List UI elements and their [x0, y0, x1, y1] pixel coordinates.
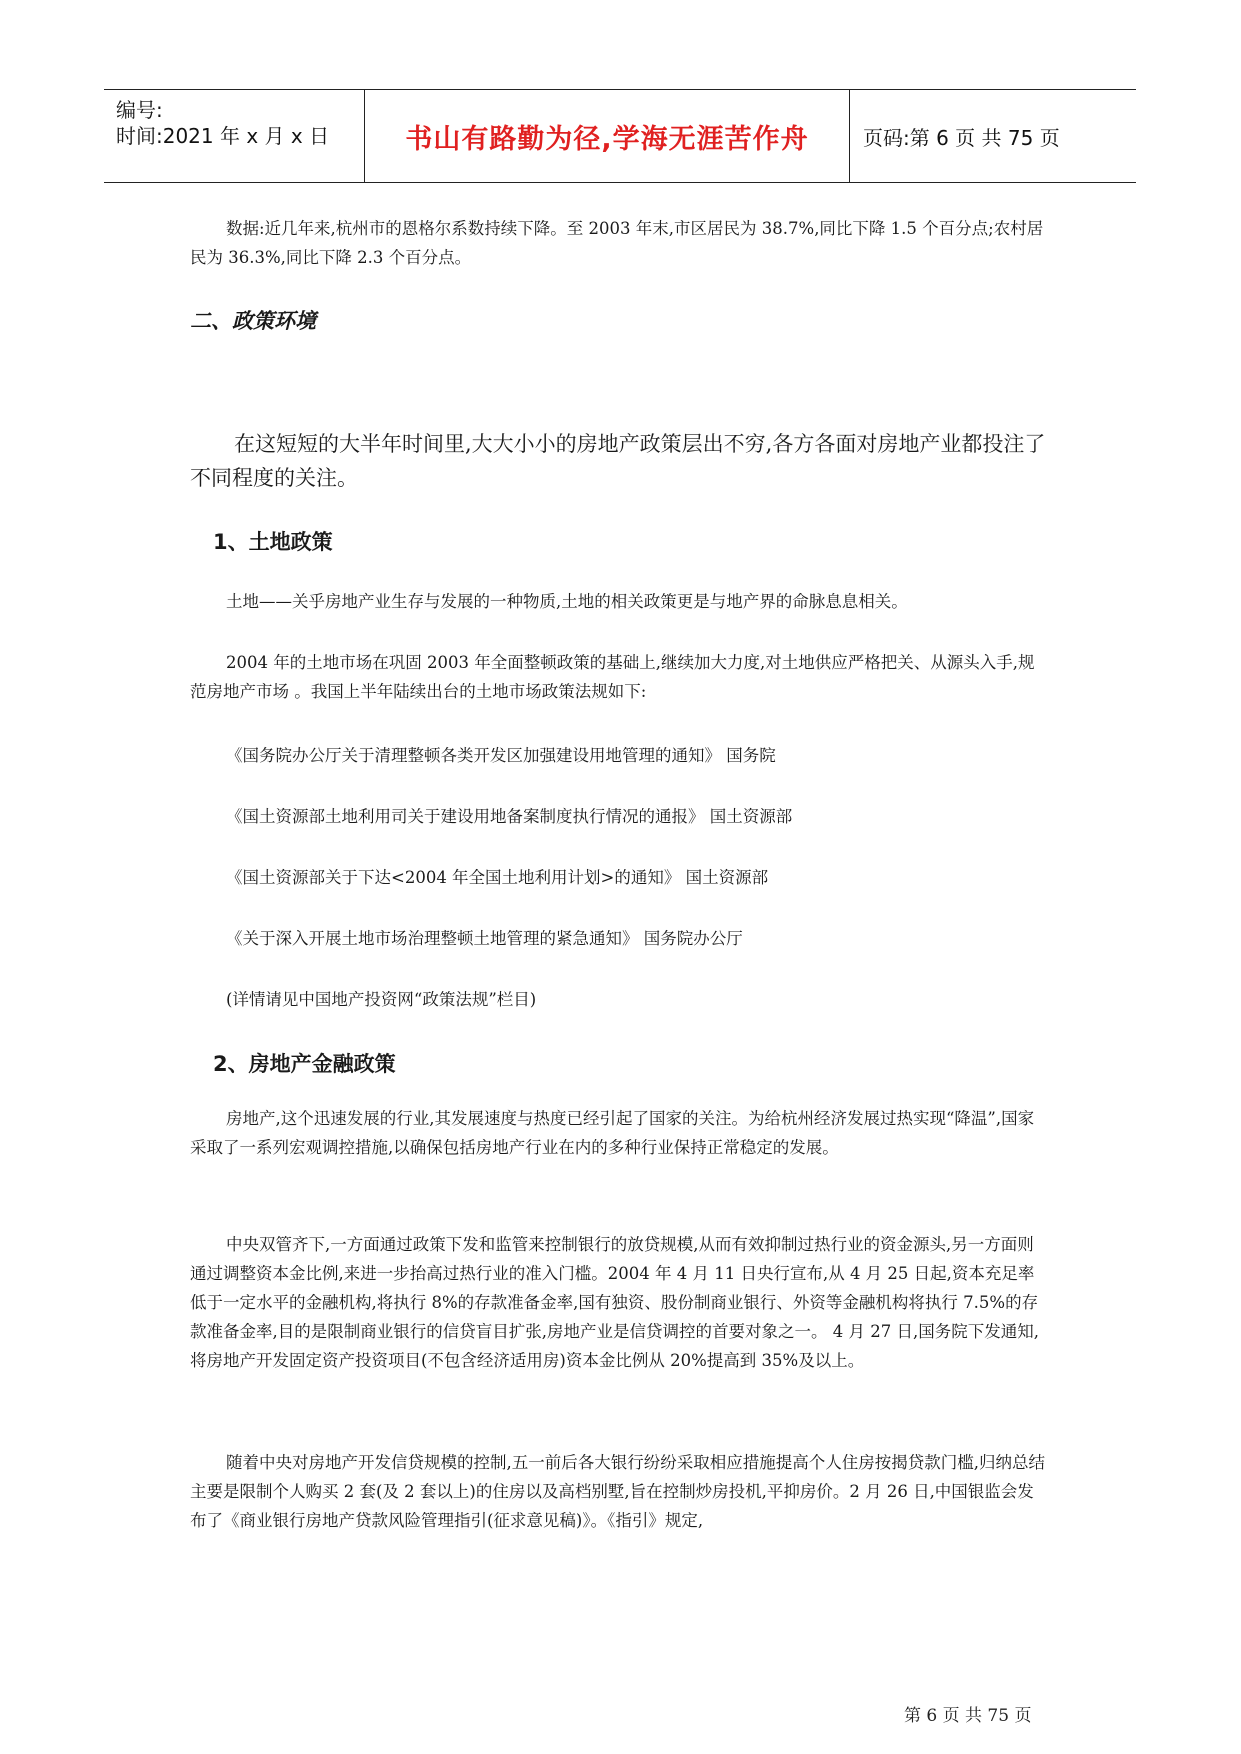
subheading-land-policy: 1、土地政策 — [213, 530, 333, 554]
paragraph-intro: 在这短短的大半年时间里,大大小小的房地产政策层出不穷,各方各面对房地产业都投注了不同程度的关注。 — [190, 432, 1046, 490]
paragraph-land-1: 土地——关乎房地产业生存与发展的一种物质,土地的相关政策更是与地产界的命脉息息相关。 — [226, 592, 908, 611]
header-page-cell — [851, 90, 1136, 182]
law-item: 《国土资源部土地利用司关于建设用地备案制度执行情况的通报》 国土资源部 — [226, 807, 793, 826]
paragraph-land-2: 2004 年的土地市场在巩固 2003 年全面整顿政策的基础上,继续加大力度,对土地供应严格把关、从源头入手,规范房地产市场 。我国上半年陆续出台的土地市场政策法规如下: — [190, 653, 1035, 701]
paragraph-finance-1: 房地产,这个迅速发展的行业,其发展速度与热度已经引起了国家的关注。为给杭州经济发展过热实现“降温”,国家采取了一系列宏观调控措施,以确保包括房地产行业在内的多种行业保持正常稳定的发展。 — [190, 1109, 1035, 1157]
paragraph-finance-2: 中央双管齐下,一方面通过政策下发和监管来控制银行的放贷规模,从而有效抑制过热行业的资金源头,另一方面则通过调整资本金比例,来进一步抬高过热行业的准入门槛。2004 年 4 月 11 日央行宣布,从 4 月 25 日起,资本充足率低于一定水平的金融机构,将执行 8%的存款准备金率,国有独资、股份制商业银行、外资等金融机构将执行 7.5%的存款准备金率,目的是限制商业银行的信贷盲目扩张,房地产业是信贷调控的首要对象之一。 4 月 27 日,国务院下发通知,将房地产开发固定资产投资项目(不包含经济适用房)资本金比例从 20%提高到 35%及以上。 — [190, 1235, 1039, 1370]
serial-number-label: 编号: — [116, 98, 163, 122]
section-heading-policy: 二、政策环境 — [190, 309, 316, 333]
paragraph-finance-3: 随着中央对房地产开发信贷规模的控制,五一前后各大银行纷纷采取相应措施提高个人住房按揭贷款门槛,归纳总结主要是限制个人购买 2 套(及 2 套以上)的住房以及高档别墅,旨在控制炒房投机,平抑房价。2 月 26 日,中国银监会发布了《商业银行房地产贷款风险管理指引(征求意见稿)》。《指引》规定, — [190, 1453, 1045, 1530]
header-page-info: 页码:第 6 页 共 75 页 — [863, 125, 1060, 150]
header-motto-cell — [365, 90, 850, 182]
law-item: 《国土资源部关于下达<2004 年全国土地利用计划>的通知》 国土资源部 — [226, 868, 769, 887]
time-label: 时间:2021 年 x 月 x 日 — [116, 124, 330, 148]
law-item: 《关于深入开展土地市场治理整顿土地管理的紧急通知》 国务院办公厅 — [226, 929, 743, 948]
page-footer-number: 第 6 页 共 75 页 — [904, 1706, 1032, 1726]
page-header — [104, 89, 1136, 183]
law-note: (详情请见中国地产投资网“政策法规”栏目) — [226, 990, 537, 1009]
motto-text: 书山有路勤为径,学海无涯苦作舟 — [405, 123, 809, 155]
paragraph-engel: 数据:近几年来,杭州市的恩格尔系数持续下降。至 2003 年末,市区居民为 38.7%,同比下降 1.5 个百分点;农村居民为 36.3%,同比下降 2.3 个百分点。 — [190, 219, 1044, 267]
subheading-finance-policy: 2、房地产金融政策 — [213, 1052, 396, 1076]
law-item: 《国务院办公厅关于清理整顿各类开发区加强建设用地管理的通知》 国务院 — [226, 746, 776, 765]
header-meta-cell — [104, 90, 365, 182]
